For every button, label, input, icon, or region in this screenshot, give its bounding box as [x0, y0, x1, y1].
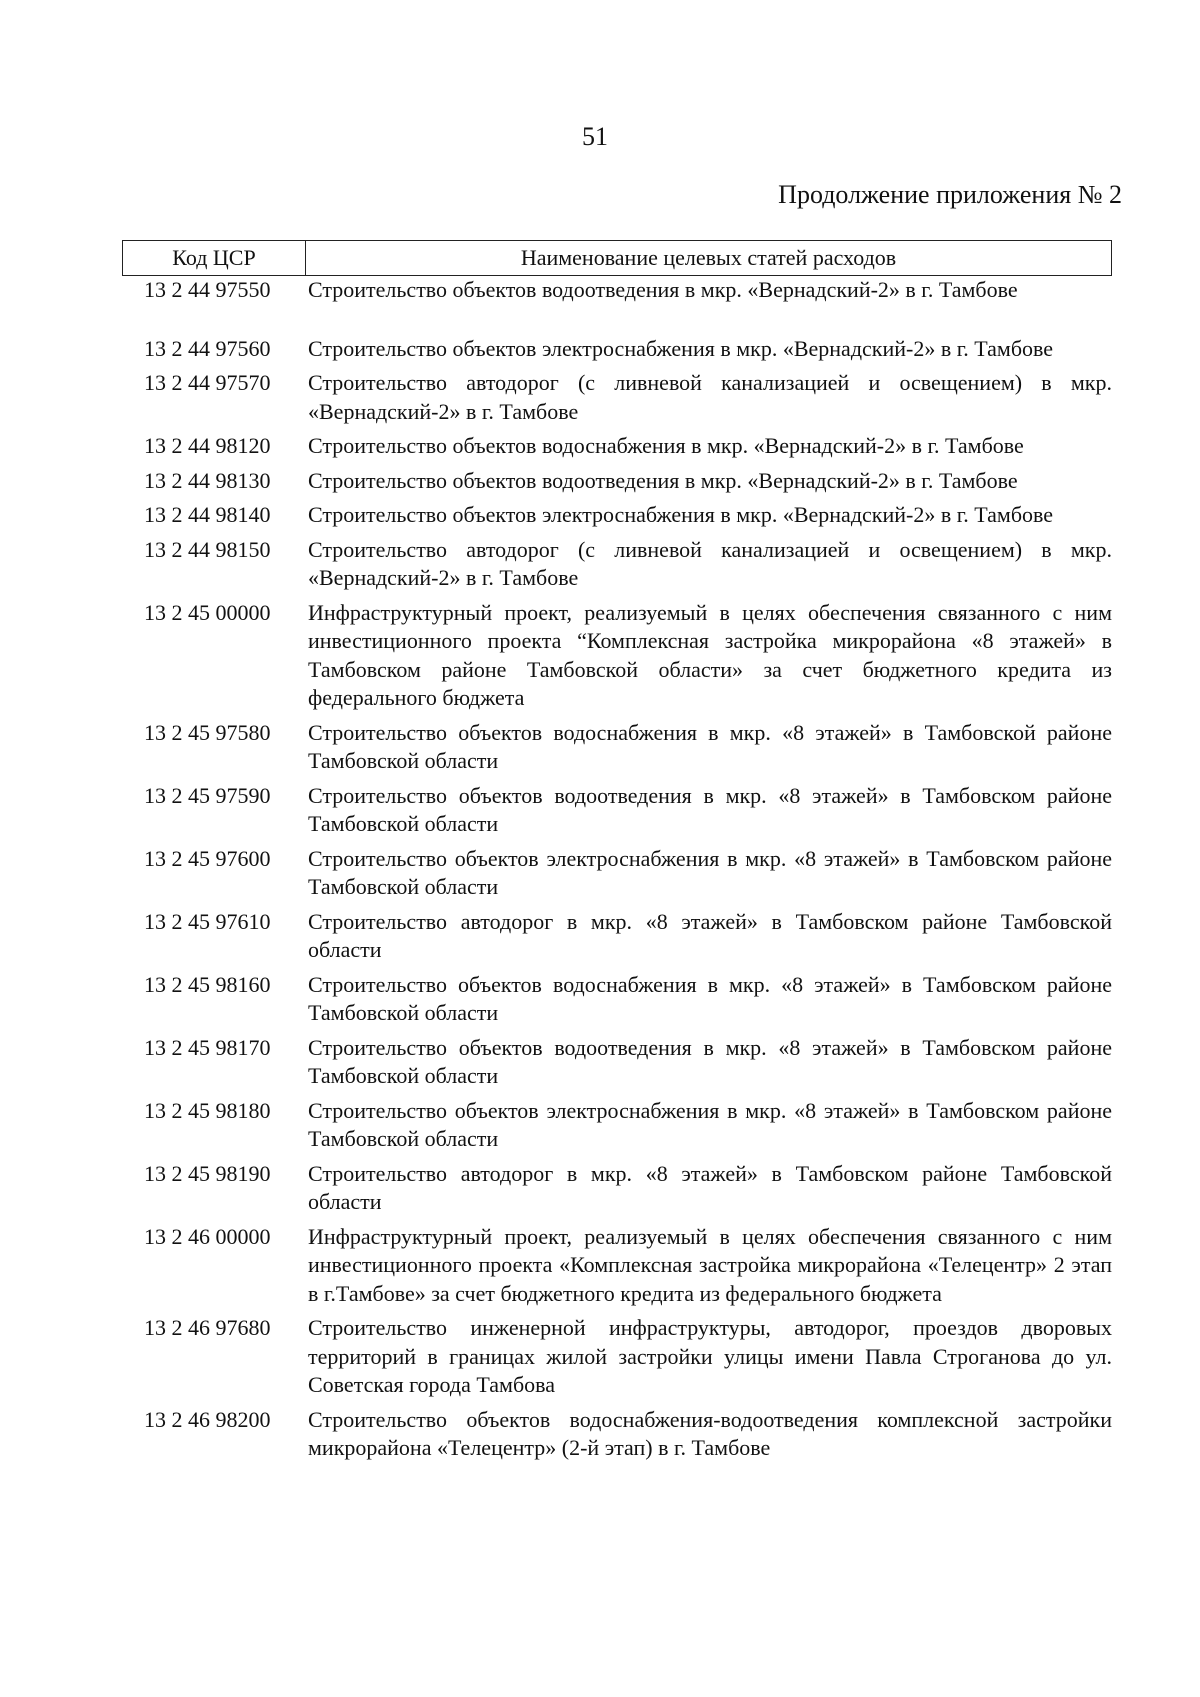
page-number: 51	[582, 122, 608, 151]
table-row	[122, 536, 1112, 593]
row-name: Строительство автодорог (с ливневой канализацией и освещением) в мкр. «Вернадский-2» в г. Тамбове	[308, 536, 1112, 590]
row-name: Строительство инженерной инфраструктуры, автодорог, проездов дворовых территорий в границах жилой застройки улицы имени Павла Строганова до ул. Советская города Тамбова	[308, 1315, 1112, 1397]
row-code: 13 2 46 00000	[144, 1223, 271, 1249]
row-name: Строительство объектов электроснабжения в мкр. «Вернадский-2» в г. Тамбове	[308, 335, 1054, 361]
row-code: 13 2 44 98130	[144, 467, 271, 493]
table-row	[122, 276, 1112, 305]
table-row	[122, 1097, 1112, 1154]
row-code: 13 2 45 97610	[144, 908, 271, 934]
row-name: Строительство объектов водоснабжения в мкр. «8 этажей» в Тамбовской районе Тамбовской области	[308, 719, 1112, 773]
row-code: 13 2 45 97600	[144, 845, 271, 871]
table-row	[122, 1223, 1112, 1309]
table-row	[122, 1160, 1112, 1217]
table-row	[122, 845, 1112, 902]
row-name: Строительство автодорог в мкр. «8 этажей» в Тамбовском районе Тамбовской области	[308, 1160, 1112, 1214]
row-code: 13 2 44 98120	[144, 433, 271, 458]
row-code: 13 2 44 97560	[144, 335, 271, 361]
table-row	[122, 719, 1112, 776]
row-name: Строительство объектов электроснабжения в мкр. «8 этажей» в Тамбовском районе Тамбовской области	[308, 1097, 1112, 1151]
row-code: 13 2 45 98170	[144, 1034, 271, 1060]
table-row	[122, 908, 1112, 965]
row-name: Строительство объектов водоотведения в мкр. «8 этажей» в Тамбовском районе Тамбовской области	[308, 782, 1112, 836]
table-row	[122, 335, 1112, 364]
expense-items-table	[122, 240, 1112, 1463]
row-name: Строительство объектов электроснабжения в мкр. «8 этажей» в Тамбовском районе Тамбовской области	[308, 845, 1112, 899]
row-name: Строительство объектов водоснабжения в мкр. «Вернадский-2» в г. Тамбове	[308, 433, 1024, 458]
row-code: 13 2 45 00000	[144, 599, 271, 625]
row-code: 13 2 44 98140	[144, 502, 271, 527]
table-row	[122, 369, 1112, 426]
row-name: Строительство объектов водоотведения в мкр. «Вернадский-2» в г. Тамбове	[308, 467, 1018, 493]
table-row	[122, 971, 1112, 1028]
row-name: Строительство объектов водоотведения в мкр. «Вернадский-2» в г. Тамбове	[308, 277, 1018, 302]
row-code: 13 2 46 97680	[144, 1315, 271, 1340]
row-name: Инфраструктурный проект, реализуемый в целях обеспечения связанного с ним инвестиционного проекта “Комплексная застройка микрорайона «8 этажей» в Тамбовском районе Тамбовской области» за счет бюджетного кредита из федерального бюджета	[308, 599, 1112, 710]
table-header	[122, 240, 1112, 276]
table-row	[122, 1034, 1112, 1091]
row-code: 13 2 44 97550	[144, 277, 271, 302]
row-code: 13 2 45 98190	[144, 1160, 271, 1186]
table-row	[122, 1314, 1112, 1400]
table-row	[122, 1406, 1112, 1463]
table-row	[122, 432, 1112, 461]
row-code: 13 2 44 97570	[144, 370, 271, 395]
row-code: 13 2 44 98150	[144, 536, 271, 562]
row-name: Строительство объектов водоотведения в мкр. «8 этажей» в Тамбовском районе Тамбовской области	[308, 1034, 1112, 1088]
table-row	[122, 467, 1112, 496]
row-name: Строительство автодорог в мкр. «8 этажей» в Тамбовском районе Тамбовской области	[308, 908, 1112, 962]
row-code: 13 2 45 97590	[144, 782, 271, 808]
row-name: Строительство объектов водоснабжения-водоотведения комплексной застройки микрорайона «Телецентр» (2-й этап) в г. Тамбове	[308, 1406, 1112, 1460]
header-code: Код ЦСР	[123, 241, 306, 275]
table-row	[122, 782, 1112, 839]
row-code: 13 2 45 98180	[144, 1097, 271, 1123]
row-code: 13 2 46 98200	[144, 1406, 271, 1432]
row-code: 13 2 45 97580	[144, 719, 271, 745]
header-name: Наименование целевых статей расходов	[520, 245, 897, 270]
row-name: Инфраструктурный проект, реализуемый в целях обеспечения связанного с ним инвестиционного проекта «Комплексная застройка микрорайона «Телецентр» 2 этап в г.Тамбове» за счет бюджетного кредита из федерального бюджета	[308, 1223, 1112, 1306]
row-name: Строительство объектов водоснабжения в мкр. «8 этажей» в Тамбовском районе Тамбовской области	[308, 971, 1112, 1025]
row-name: Строительство автодорог (с ливневой канализацией и освещением) в мкр. «Вернадский-2» в г. Тамбове	[308, 370, 1112, 424]
row-name: Строительство объектов электроснабжения в мкр. «Вернадский-2» в г. Тамбове	[308, 502, 1054, 527]
table-row	[122, 501, 1112, 530]
appendix-title: Продолжение приложения № 2	[778, 180, 1122, 209]
row-code: 13 2 45 98160	[144, 971, 271, 997]
table-row	[122, 599, 1112, 713]
